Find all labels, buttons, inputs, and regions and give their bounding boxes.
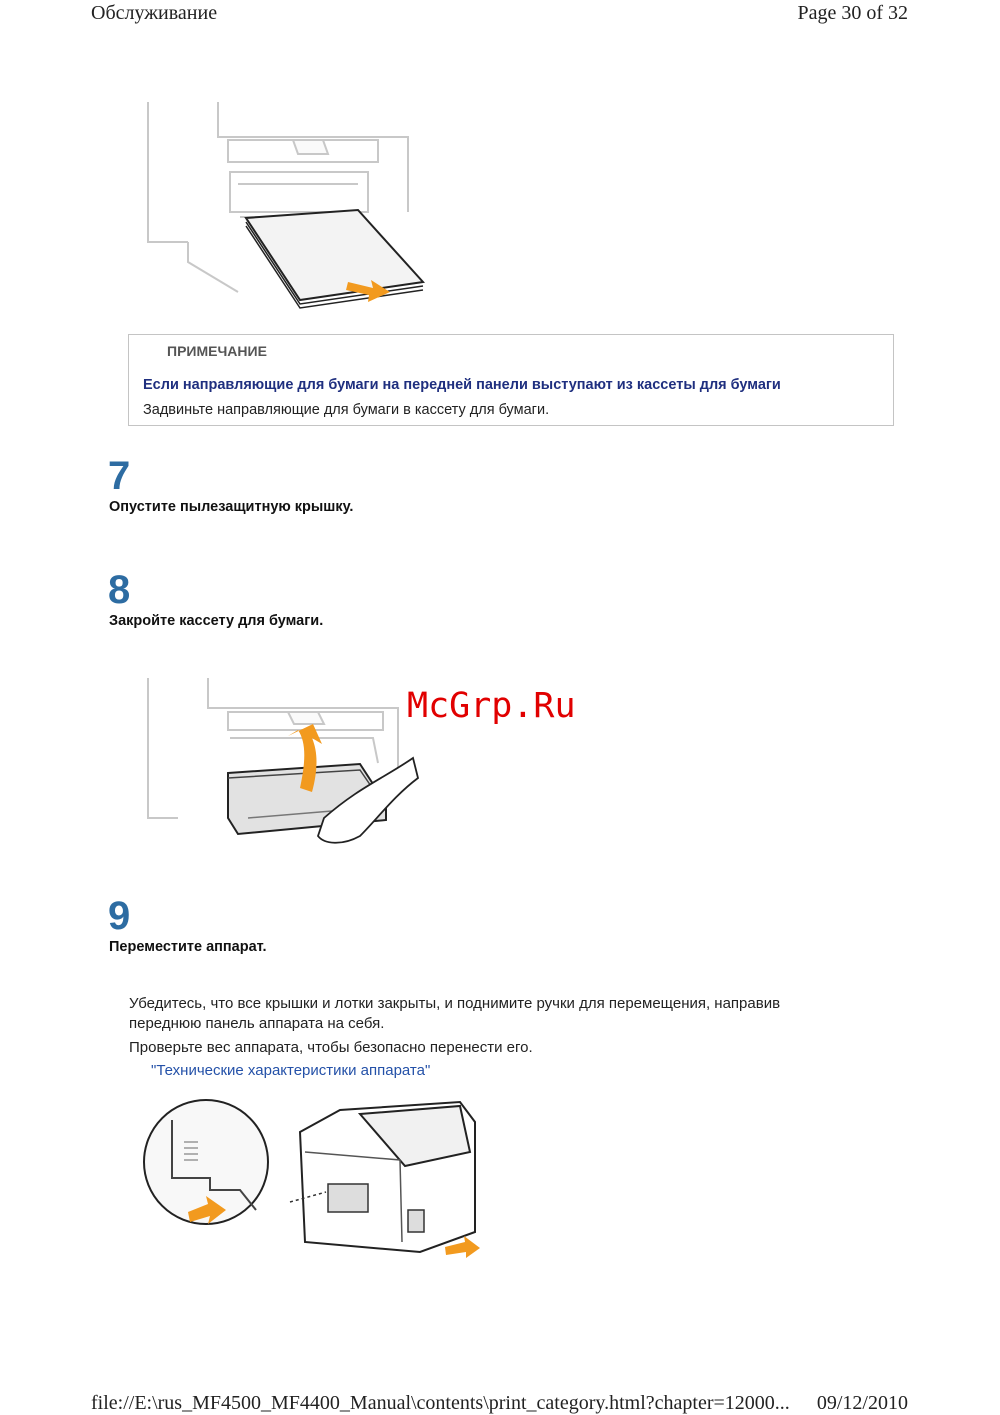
step-7-number: 7 xyxy=(108,454,131,498)
step-9-body-line-2: переднюю панель аппарата на себя. xyxy=(129,1015,385,1032)
page-number: Page 30 of 32 xyxy=(797,2,908,24)
header-title: Обслуживание xyxy=(91,2,218,24)
illustration-move-machine xyxy=(140,1092,492,1284)
step-8-number: 8 xyxy=(108,568,131,612)
footer-file-path: file://E:\rus_MF4500_MF4400_Manual\contents\print_category.html?chapter=12000... xyxy=(91,1392,790,1414)
step-9-body-line-1: Убедитесь, что все крышки и лотки закрыты, и поднимите ручки для перемещения, направив xyxy=(129,995,781,1012)
note-label: ПРИМЕЧАНИЕ xyxy=(167,343,267,359)
illustration-paper-removal xyxy=(128,92,440,320)
step-9-text: Переместите аппарат. xyxy=(109,939,267,955)
note-heading: Если направляющие для бумаги на передней панели выступают из кассеты для бумаги xyxy=(143,377,781,393)
watermark: McGrp.Ru xyxy=(407,686,576,726)
footer-date: 09/12/2010 xyxy=(816,1392,908,1414)
step-9-body-line-3: Проверьте вес аппарата, чтобы безопасно перенести его. xyxy=(129,1039,533,1056)
specs-link[interactable]: "Технические характеристики аппарата" xyxy=(151,1062,431,1079)
note-body: Задвиньте направляющие для бумаги в кассету для бумаги. xyxy=(143,402,550,418)
step-7-text: Опустите пылезащитную крышку. xyxy=(109,499,354,515)
note-box xyxy=(128,334,894,426)
illustration-close-cassette xyxy=(128,668,424,864)
step-9-number: 9 xyxy=(108,894,131,938)
step-8-text: Закройте кассету для бумаги. xyxy=(109,613,324,629)
